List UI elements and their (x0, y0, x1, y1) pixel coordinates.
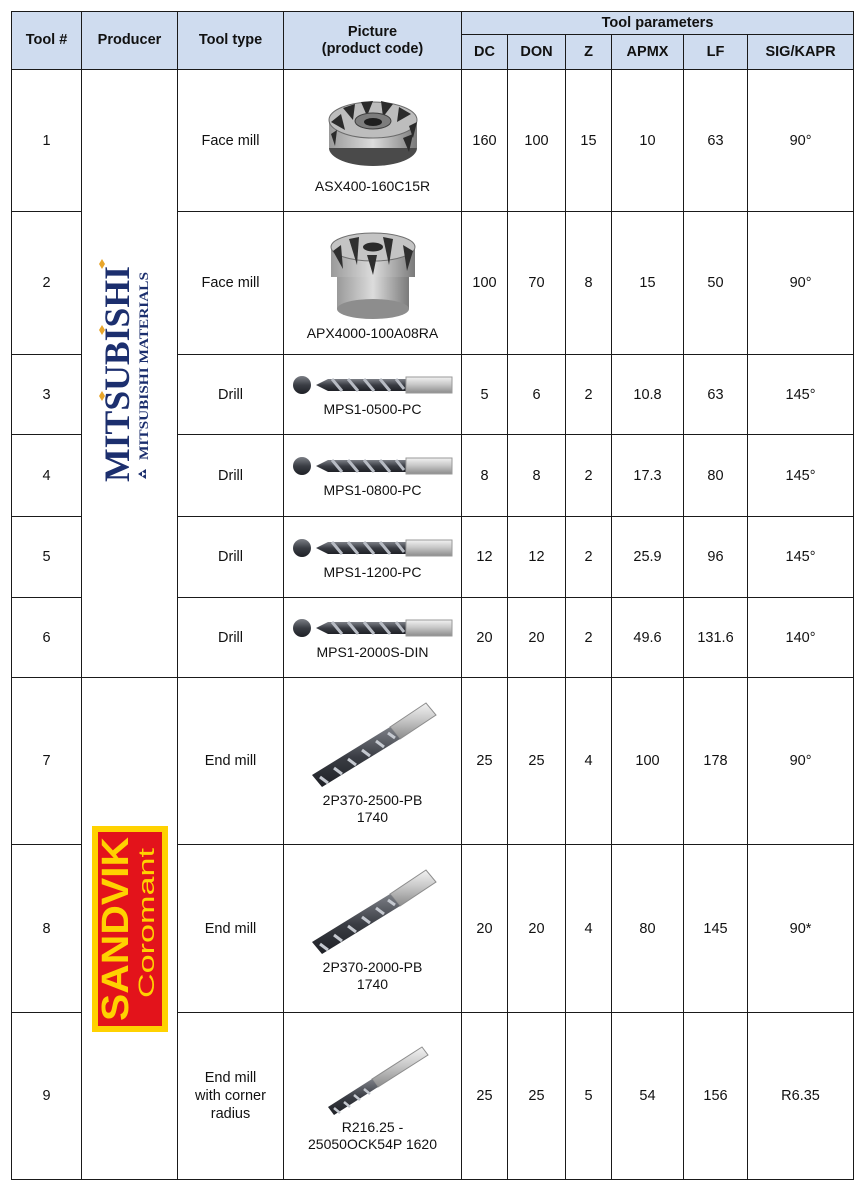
param-z: 2 (566, 598, 612, 678)
param-don: 25 (508, 1013, 566, 1180)
param-z: 2 (566, 435, 612, 517)
param-z: 4 (566, 845, 612, 1013)
param-don: 70 (508, 212, 566, 355)
param-lf: 50 (684, 212, 748, 355)
picture-cell (284, 355, 462, 435)
header-z: Z (566, 35, 612, 70)
picture-cell (284, 212, 462, 355)
param-sig-kapr: 90* (748, 845, 854, 1013)
tool-number: 7 (12, 678, 82, 845)
producer-mitsubishi (82, 70, 178, 678)
param-apmx: 49.6 (612, 598, 684, 678)
param-lf: 178 (684, 678, 748, 845)
picture-cell (284, 1013, 462, 1180)
param-sig-kapr: 145° (748, 355, 854, 435)
tool-number: 8 (12, 845, 82, 1013)
param-lf: 131.6 (684, 598, 748, 678)
svg-text:Coromant: Coromant (133, 900, 159, 998)
param-apmx: 10 (612, 70, 684, 212)
param-apmx: 15 (612, 212, 684, 355)
product-code: R216.25 - (341, 1119, 404, 1135)
product-code-suffix: 1740 (356, 808, 389, 825)
header-apmx: APMX (612, 35, 684, 70)
param-apmx: 25.9 (612, 517, 684, 598)
end-mill-icon (298, 697, 448, 792)
picture-cell (284, 435, 462, 517)
picture-cell (284, 598, 462, 678)
param-dc: 100 (462, 212, 508, 355)
tool-type (178, 1013, 284, 1180)
tool-number: 9 (12, 1013, 82, 1180)
picture-cell (284, 517, 462, 598)
tool-number: 4 (12, 435, 82, 517)
param-z: 2 (566, 517, 612, 598)
param-dc: 8 (462, 435, 508, 517)
param-lf: 80 (684, 435, 748, 517)
header-lf: LF (684, 35, 748, 70)
param-dc: 20 (462, 598, 508, 678)
tool-type: Face mill (178, 70, 284, 212)
param-z: 15 (566, 70, 612, 212)
svg-text:SANDVIK: SANDVIK (94, 849, 137, 1021)
param-lf: 145 (684, 845, 748, 1013)
tool-type: Drill (178, 598, 284, 678)
header-picture (284, 12, 462, 70)
product-code: MPS1-1200-PC (323, 563, 422, 580)
header-tool-no: Tool # (12, 12, 82, 70)
param-z: 4 (566, 678, 612, 845)
param-don: 20 (508, 598, 566, 678)
param-z: 8 (566, 212, 612, 355)
tool-number: 2 (12, 212, 82, 355)
drill-icon (288, 452, 458, 482)
header-picture-line1: Picture (347, 23, 398, 40)
param-sig-kapr: 140° (748, 598, 854, 678)
tool-type: Face mill (178, 212, 284, 355)
param-don: 25 (508, 678, 566, 845)
param-apmx: 80 (612, 845, 684, 1013)
product-code-suffix: 25050OCK54P 1620 (308, 1136, 437, 1152)
product-code: APX4000-100A08RA (306, 324, 439, 341)
param-apmx: 54 (612, 1013, 684, 1180)
product-code: MPS1-0500-PC (323, 401, 422, 417)
corner-radius-end-mill-icon (308, 1039, 438, 1119)
svg-text:MITSUBISHI: MITSUBISHI (96, 263, 137, 482)
tool-type-line3: radius (210, 1106, 251, 1122)
param-lf: 63 (684, 70, 748, 212)
param-dc: 12 (462, 517, 508, 598)
mitsubishi-logo (87, 244, 173, 504)
param-sig-kapr: 90° (748, 212, 854, 355)
header-sig-kapr: SIG/KAPR (748, 35, 854, 70)
picture-cell (284, 845, 462, 1013)
param-sig-kapr: 90° (748, 678, 854, 845)
tool-number: 3 (12, 355, 82, 435)
product-code: 2P370-2000-PB (322, 959, 423, 975)
tool-type: End mill (178, 845, 284, 1013)
product-code: ASX400-160C15R (314, 178, 431, 194)
param-apmx: 100 (612, 678, 684, 845)
param-lf: 63 (684, 355, 748, 435)
table-row (12, 70, 854, 212)
param-apmx: 10.8 (612, 355, 684, 435)
header-tool-type: Tool type (178, 12, 284, 70)
param-dc: 160 (462, 70, 508, 212)
tool-type-line2: with corner (195, 1088, 266, 1104)
param-don: 12 (508, 517, 566, 598)
drill-icon (288, 614, 458, 644)
param-lf: 156 (684, 1013, 748, 1180)
face-mill-icon (323, 225, 423, 325)
param-z: 2 (566, 355, 612, 435)
param-don: 20 (508, 845, 566, 1013)
tool-type: Drill (178, 517, 284, 598)
param-sig-kapr: 90° (748, 70, 854, 212)
header-producer: Producer (82, 12, 178, 70)
param-dc: 20 (462, 845, 508, 1013)
tool-number: 5 (12, 517, 82, 598)
picture-cell (284, 678, 462, 845)
tool-type: Drill (178, 435, 284, 517)
tool-table (11, 11, 854, 1180)
header-dc: DC (462, 35, 508, 70)
header-picture-line2: (product code) (321, 40, 424, 57)
face-mill-icon (323, 86, 423, 178)
param-sig-kapr: R6.35 (748, 1013, 854, 1180)
table-row (12, 678, 854, 845)
sandvik-coromant-logo (90, 824, 170, 1034)
param-don: 6 (508, 355, 566, 435)
product-code-suffix: 1740 (356, 976, 389, 992)
producer-sandvik (82, 678, 178, 1180)
param-don: 100 (508, 70, 566, 212)
picture-cell (284, 70, 462, 212)
param-sig-kapr: 145° (748, 435, 854, 517)
tool-number: 1 (12, 70, 82, 212)
param-dc: 5 (462, 355, 508, 435)
tool-number: 6 (12, 598, 82, 678)
param-z: 5 (566, 1013, 612, 1180)
header-don: DON (508, 35, 566, 70)
svg-text:MITSUBISHI MATERIALS: MITSUBISHI MATERIALS (135, 299, 151, 460)
tool-type: Drill (178, 355, 284, 435)
header-tool-parameters: Tool parameters (462, 12, 854, 35)
drill-icon (288, 371, 458, 401)
product-code: 2P370-2500-PB (322, 791, 423, 808)
product-code: MPS1-0800-PC (323, 482, 422, 498)
tool-type-line1: End mill (204, 1070, 257, 1086)
param-lf: 96 (684, 517, 748, 598)
param-dc: 25 (462, 1013, 508, 1180)
param-dc: 25 (462, 678, 508, 845)
drill-icon (288, 534, 458, 564)
end-mill-icon (298, 864, 448, 959)
product-code: MPS1-2000S-DIN (316, 644, 429, 660)
tool-type: End mill (178, 678, 284, 845)
param-apmx: 17.3 (612, 435, 684, 517)
param-sig-kapr: 145° (748, 517, 854, 598)
param-don: 8 (508, 435, 566, 517)
